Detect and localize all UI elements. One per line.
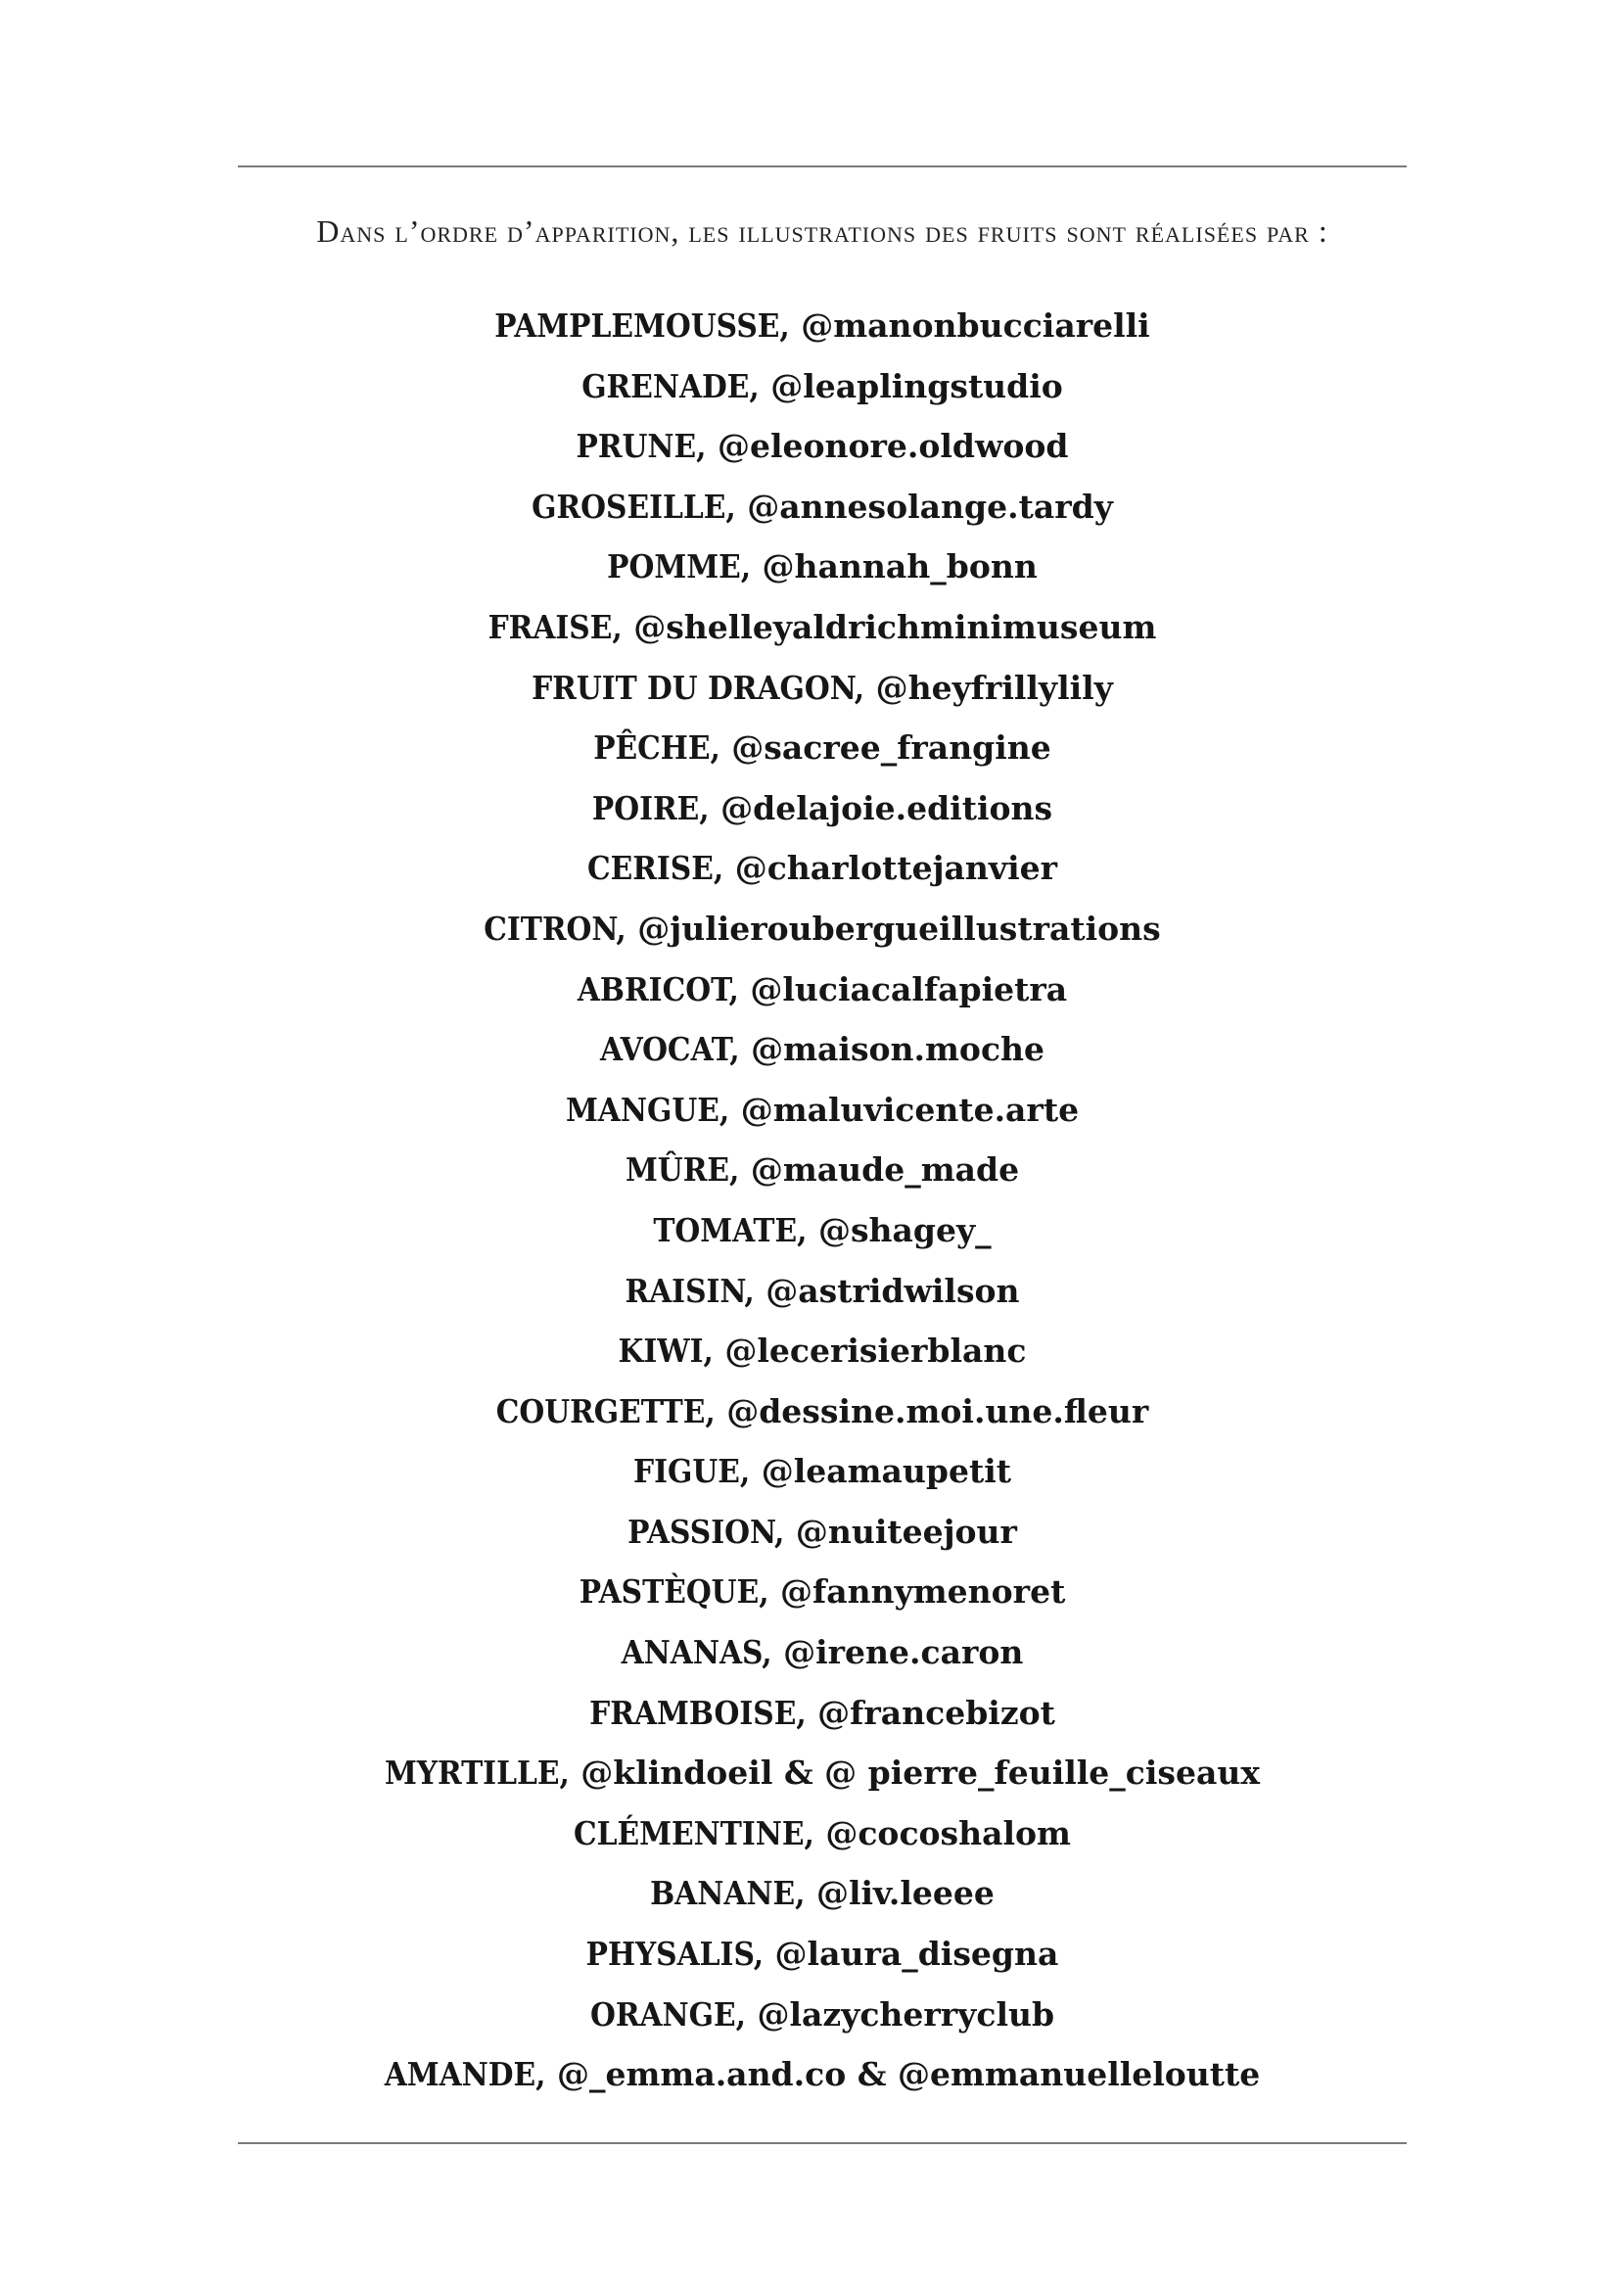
credit-item [238,537,1407,597]
credit-item [238,416,1407,477]
artist-handle: @lecerisierblanc [724,1332,1027,1371]
credit-item [238,838,1407,899]
artist-handle: @maison.moche [751,1030,1045,1069]
fruit-name: FRAISE, [487,607,623,646]
fruit-name: RAISIN, [625,1271,755,1310]
credit-item [238,1381,1407,1442]
artist-handle: @shelleyaldrichminimuseum [633,607,1157,646]
fruit-name: FIGUE, [633,1452,751,1491]
fruit-name: GROSEILLE, [532,487,736,526]
fruit-name: PASSION, [627,1512,785,1551]
fruit-name: MANGUE, [565,1090,730,1129]
fruit-name: BANANE, [650,1874,806,1913]
credit-item [238,1441,1407,1502]
artist-handle: @lazycherryclub [757,1994,1055,2034]
credit-item [238,778,1407,839]
artist-handle: @manonbucciarelli [801,306,1150,345]
artist-handle: @leaplingstudio [770,366,1063,405]
credit-item [238,1502,1407,1563]
fruit-name: MÛRE, [625,1150,740,1190]
credit-item [238,296,1407,356]
bottom-rule [238,2142,1407,2144]
artist-handle: @irene.caron [783,1633,1024,1672]
credit-item [238,1200,1407,1261]
fruit-name: PHYSALIS, [585,1935,765,1974]
fruit-name: AMANDE, [384,2055,546,2094]
fruit-name: CITRON, [484,909,626,948]
credit-item [238,2044,1407,2105]
credit-item [238,1683,1407,1744]
fruit-name: PASTÈQUE, [579,1572,769,1612]
credit-item [238,1743,1407,1803]
fruit-name: PAMPLEMOUSSE, [494,306,790,345]
artist-handle: @hannah_bonn [762,547,1038,586]
fruit-name: PRUNE, [576,427,707,466]
credit-item [238,477,1407,538]
credit-item [238,658,1407,719]
fruit-name: ANANAS, [621,1633,772,1672]
fruit-name: POMME, [607,547,752,586]
artist-handle: @fannymenoret [780,1572,1066,1612]
fruit-name: COURGETTE, [495,1391,716,1430]
credit-item [238,1261,1407,1322]
artist-handle: @julieroubergueillustrations [637,909,1161,948]
credits-list [238,296,1407,2105]
fruit-name: POIRE, [591,788,710,827]
fruit-name: FRUIT DU DRAGON, [532,668,865,707]
artist-handle: @sacree_frangine [731,728,1051,768]
fruit-name: AVOCAT, [599,1030,740,1069]
credit-item [238,1622,1407,1683]
intro-text: Dans l’ordre d’apparition, les illustrations des fruits sont réalisées par : [316,213,1328,249]
credit-item [238,1080,1407,1141]
fruit-name: ORANGE, [589,1994,746,2034]
artist-handle: @maluvicente.arte [740,1090,1080,1129]
credit-item [238,959,1407,1020]
credit-item [238,718,1407,778]
artist-handle: @laura_disegna [774,1935,1059,1974]
artist-handle: @klindoeil & @ pierre_feuille_ciseaux [580,1754,1261,1793]
credit-item [238,356,1407,417]
artist-handle: @nuiteejour [795,1512,1017,1551]
artist-handle: @heyfrillylily [875,668,1113,707]
artist-handle: @charlottejanvier [734,849,1057,888]
artist-handle: @liv.leeee [815,1874,995,1913]
fruit-name: ABRICOT, [577,969,739,1008]
credit-item [238,1985,1407,2045]
credit-item [238,1863,1407,1924]
fruit-name: CERISE, [586,849,724,888]
top-rule [238,165,1407,167]
artist-handle: @shagey_ [817,1210,992,1249]
credit-item [238,1924,1407,1985]
fruit-name: TOMATE, [653,1210,808,1249]
artist-handle: @annesolange.tardy [747,487,1113,526]
artist-handle: @maude_made [750,1150,1020,1190]
fruit-name: KIWI, [618,1332,714,1371]
credit-item [238,1562,1407,1622]
artist-handle: @_emma.and.co & @emmanuelleloutte [556,2055,1261,2094]
fruit-name: FRAMBOISE, [589,1693,807,1732]
artist-handle: @francebizot [817,1693,1055,1732]
credit-item [238,597,1407,658]
artist-handle: @delajoie.editions [720,788,1053,827]
fruit-name: PÊCHE, [593,728,720,768]
credit-item [238,1140,1407,1200]
credit-item [238,1321,1407,1381]
artist-handle: @leamaupetit [761,1452,1011,1491]
fruit-name: GRENADE, [581,366,760,405]
artist-handle: @dessine.moi.une.fleur [726,1391,1149,1430]
artist-handle: @astridwilson [766,1271,1020,1310]
artist-handle: @eleonore.oldwood [717,427,1069,466]
credit-item [238,899,1407,959]
fruit-name: CLÉMENTINE, [574,1813,814,1852]
credit-item [238,1803,1407,1864]
fruit-name: MYRTILLE, [384,1754,570,1793]
artist-handle: @cocoshalom [825,1813,1071,1852]
artist-handle: @luciacalfapietra [750,969,1068,1008]
credit-item [238,1019,1407,1080]
